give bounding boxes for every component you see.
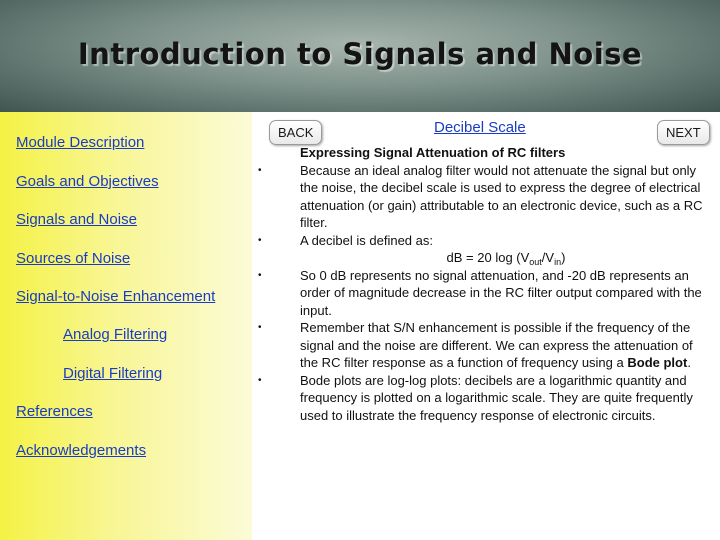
bullet-marker: • — [258, 269, 262, 281]
next-button[interactable]: NEXT — [657, 120, 710, 145]
bullet-text: So 0 dB represents no signal attenuation, and -20 dB represents an order of magnitude decrease in the RC filter output compared with the input. — [300, 267, 702, 318]
sidebar-item-digital-filtering[interactable]: Digital Filtering — [63, 365, 163, 382]
sidebar-item-references[interactable]: References — [16, 403, 93, 420]
content-body — [258, 144, 712, 424]
back-button[interactable]: BACK — [269, 120, 322, 145]
bullet-marker: • — [258, 322, 262, 333]
sidebar-item-module-description[interactable]: Module Description — [16, 134, 145, 151]
bullet-text: A decibel is defined as: — [300, 232, 433, 248]
bullet-item: • Remember that S/N enhancement is possible if the frequency of the signal and the noise are different. We can express the attenuation of the RC filter response as a function of frequency using a Bode plot. — [258, 320, 693, 370]
bullet-item — [258, 372, 712, 425]
bullet-item — [258, 267, 712, 320]
sidebar-item-signals-and-noise[interactable]: Signals and Noise — [16, 211, 137, 228]
section-title[interactable]: Decibel Scale — [434, 119, 526, 136]
bullet-text: Bode plots are log-log plots: decibels are a logarithmic quantity and frequency is plotted on a logarithmic scale. They are quite frequently used to illustrate the frequency response of electronic circuits. — [300, 372, 693, 423]
bullet-marker: • — [258, 234, 262, 246]
title-banner — [0, 0, 720, 112]
decibel-formula: dB = 20 $\log (V_{out}/V_{in})$ — [446, 250, 566, 267]
sidebar-item-signal-to-noise-enhancement[interactable]: Signal-to-Noise Enhancement — [16, 288, 216, 305]
sidebar-item-goals-and-objectives[interactable]: Goals and Objectives — [16, 173, 159, 190]
bullet-text: Remember that S/N enhancement is possible if the frequency of the signal and the noise are different. We can express the attenuation of the RC filter response as a function of frequency using a — [300, 320, 693, 370]
sidebar-item-acknowledgements[interactable]: Acknowledgements — [16, 442, 147, 459]
bullet-marker: • — [258, 164, 262, 176]
bullet-item — [258, 162, 712, 232]
bode-plot-term: Bode plot — [627, 355, 688, 370]
bullet-text: Because an ideal analog filter would not attenuate the signal but only the noise, the decibel scale is used to express the degree of electrical attenuation (or gain) attributable to an electronic device, such as a RC filter. — [300, 162, 703, 230]
bullet-item — [258, 232, 712, 250]
slide-title: Introduction to Signals and Noise — [77, 37, 643, 71]
sidebar-item-sources-of-noise[interactable]: Sources of Noise — [16, 250, 131, 267]
bullet-marker: • — [258, 374, 262, 386]
content-heading: Expressing Signal Attenuation of RC filters — [300, 145, 566, 160]
sidebar-item-analog-filtering[interactable]: Analog Filtering — [63, 326, 168, 343]
